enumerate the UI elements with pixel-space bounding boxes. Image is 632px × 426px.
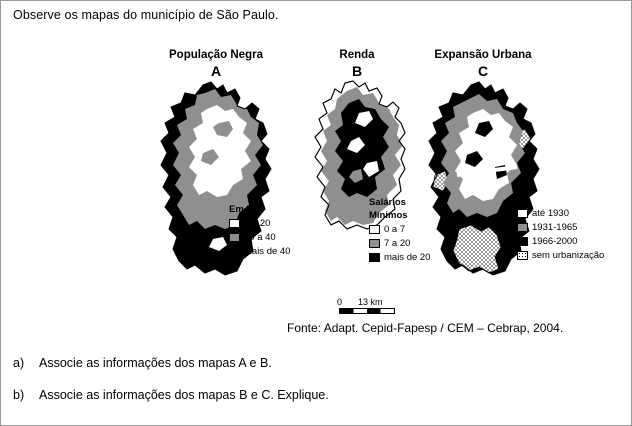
swatch-hatched-icon bbox=[517, 251, 528, 260]
question-b-marker: b) bbox=[13, 388, 25, 402]
swatch-white-icon bbox=[369, 225, 380, 234]
question-a bbox=[13, 356, 272, 370]
legend-item bbox=[517, 235, 604, 248]
swatch-gray-icon bbox=[229, 233, 240, 242]
legend-label: 20 a 40 bbox=[244, 232, 276, 243]
swatch-black-icon bbox=[517, 237, 528, 246]
maps-figure bbox=[1, 49, 632, 319]
legend-item bbox=[517, 249, 604, 262]
legend-label: 0 a 7 bbox=[384, 224, 406, 235]
legend-label: 0 a 20 bbox=[244, 218, 271, 229]
map-c-title: Expansão Urbana bbox=[434, 49, 532, 61]
map-a-letter: A bbox=[210, 63, 222, 79]
question-b-text: Associe as informações dos mapas B e C. Explique. bbox=[39, 388, 329, 402]
swatch-white-icon bbox=[229, 219, 240, 228]
legend-item bbox=[517, 221, 604, 234]
swatch-black-icon bbox=[369, 253, 380, 262]
legend-label: mais de 40 bbox=[244, 246, 291, 257]
legend-item bbox=[229, 245, 290, 258]
swatch-gray-icon bbox=[517, 223, 528, 232]
scale-bar-graphic bbox=[339, 308, 395, 314]
scale-max-label: 13 km bbox=[358, 297, 383, 307]
map-a-title: População Negra bbox=[169, 49, 263, 61]
question-a-marker: a) bbox=[13, 356, 25, 370]
question-a-text: Associe as informações dos mapas A e B. bbox=[39, 356, 272, 370]
question-b bbox=[13, 388, 329, 402]
legend-label: 7 a 20 bbox=[384, 238, 411, 249]
map-a-legend bbox=[229, 204, 290, 259]
legend-label: sem urbanização bbox=[532, 250, 605, 261]
map-b-letter: B bbox=[351, 63, 363, 79]
legend-label: até 1930 bbox=[532, 208, 569, 219]
legend-item bbox=[229, 217, 290, 230]
swatch-gray-icon bbox=[369, 239, 380, 248]
map-b-legend-title-line2: Mínimos bbox=[369, 210, 408, 221]
scale-bar-labels bbox=[337, 297, 411, 308]
map-c-legend bbox=[517, 207, 604, 263]
legend-item bbox=[517, 207, 604, 220]
intro-text: Observe os mapas do município de São Paulo. bbox=[13, 8, 279, 22]
map-b-legend-title-line1: Salários bbox=[369, 197, 406, 208]
legend-item bbox=[229, 231, 290, 244]
scale-bar bbox=[337, 297, 411, 314]
map-a-legend-title: Em % bbox=[229, 204, 255, 215]
legend-label: 1966-2000 bbox=[532, 236, 578, 247]
swatch-black-icon bbox=[229, 247, 240, 256]
scale-min-label: 0 bbox=[337, 297, 343, 307]
legend-label: 1931-1965 bbox=[532, 222, 578, 233]
map-c-letter: C bbox=[477, 63, 489, 79]
swatch-white-icon bbox=[517, 209, 528, 218]
map-b-title: Renda bbox=[339, 49, 375, 61]
legend-label: mais de 20 bbox=[384, 252, 431, 263]
figure-source: Fonte: Adapt. Cepid-Fapesp / CEM – Cebrap, 2004. bbox=[287, 321, 564, 335]
